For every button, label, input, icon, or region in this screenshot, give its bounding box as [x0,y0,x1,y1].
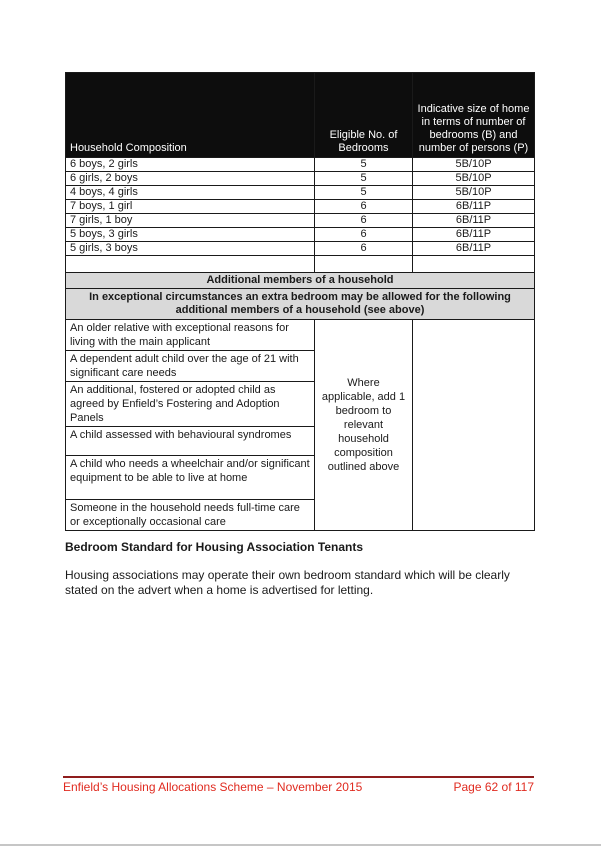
cell-additional-member: A child who needs a wheelchair and/or significant equipment to be able to live at home [66,456,315,500]
cell-additional-member: A dependent adult child over the age of 21 with significant care needs [66,351,315,382]
page-footer [63,776,534,794]
cell-additional-member: An additional, fostered or adopted child as agreed by Enfield’s Fostering and Adoption Panels [66,382,315,427]
additional-members-title: Additional members of a household [66,273,535,289]
additional-members-title-row [66,273,535,289]
merged-where-applicable-note: Where applicable, add 1 bedroom to relevant household composition outlined above [315,320,413,531]
cell-bedrooms: 6 [315,214,413,228]
section-paragraph: Housing associations may operate their own bedroom standard which will be clearly stated on the advert when a home is advertised for letting. [65,568,510,597]
cell-size: 5B/10P [413,186,535,200]
page-boundary-divider [0,844,601,846]
cell-additional-member: Someone in the household needs full-time care or exceptionally occasional care [66,500,315,531]
merged-empty-cell [413,320,535,531]
cell-composition: 6 girls, 2 boys [66,172,315,186]
cell-composition: 4 boys, 4 girls [66,186,315,200]
cell-composition: 5 girls, 3 boys [66,242,315,256]
cell-composition: 5 boys, 3 girls [66,228,315,242]
cell-composition: 6 boys, 2 girls [66,158,315,172]
table-header-row [66,73,535,158]
footer-page-number: Page 62 of 117 [453,780,534,794]
section-heading: Bedroom Standard for Housing Association Tenants [65,540,364,554]
table-row [66,186,535,200]
cell-size: 5B/10P [413,158,535,172]
empty-cell [66,256,315,273]
table-row [66,158,535,172]
empty-cell [315,256,413,273]
cell-bedrooms: 6 [315,200,413,214]
bedroom-standard-table [65,72,535,531]
cell-size: 6B/11P [413,228,535,242]
cell-additional-member: A child assessed with behavioural syndromes [66,427,315,456]
cell-bedrooms: 5 [315,158,413,172]
header-indicative-size: Indicative size of home in terms of number of bedrooms (B) and number of persons (P) [413,73,535,158]
cell-bedrooms: 5 [315,186,413,200]
header-household-composition: Household Composition [66,73,315,158]
table-row [66,320,535,351]
table-row [66,200,535,214]
cell-size: 6B/11P [413,242,535,256]
cell-bedrooms: 5 [315,172,413,186]
header-eligible-bedrooms: Eligible No. of Bedrooms [315,73,413,158]
exceptional-note-row [66,289,535,320]
exceptional-note: In exceptional circumstances an extra bedroom may be allowed for the following additional members of a household (see above) [66,289,535,320]
cell-size: 6B/11P [413,214,535,228]
cell-bedrooms: 6 [315,242,413,256]
cell-additional-member: An older relative with exceptional reasons for living with the main applicant [66,320,315,351]
cell-composition: 7 boys, 1 girl [66,200,315,214]
cell-bedrooms: 6 [315,228,413,242]
cell-composition: 7 girls, 1 boy [66,214,315,228]
table-row [66,214,535,228]
table-row [66,242,535,256]
table-row [66,172,535,186]
cell-size: 5B/10P [413,172,535,186]
empty-cell [413,256,535,273]
cell-size: 6B/11P [413,200,535,214]
footer-document-title: Enfield’s Housing Allocations Scheme – November 2015 [63,780,363,794]
table-row [66,228,535,242]
table-empty-row [66,256,535,273]
